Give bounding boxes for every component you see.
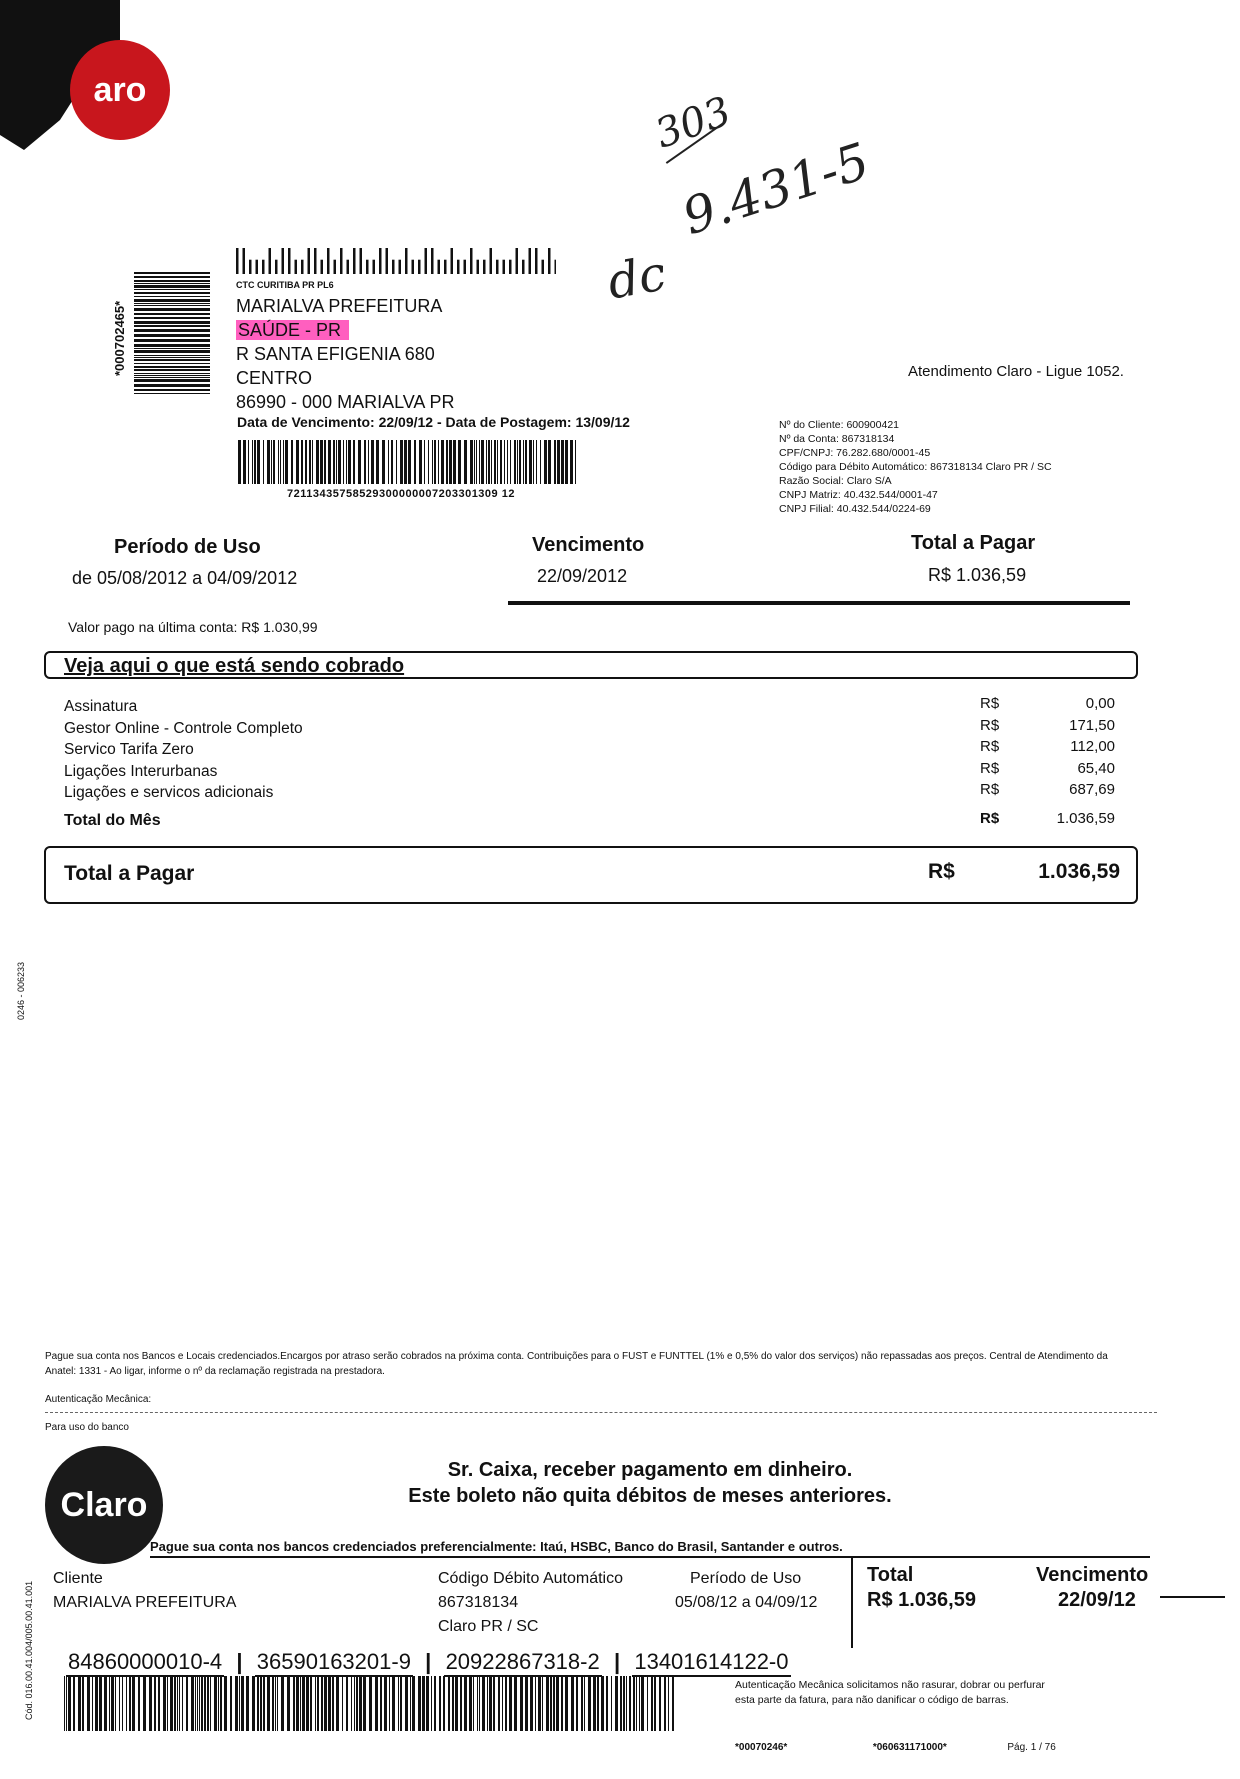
client-info-line: CPF/CNPJ: 76.282.680/0001-45 (779, 447, 931, 459)
charges-title-box (44, 651, 1138, 679)
code-a: *00070246* (735, 1742, 788, 1753)
total-pagar-currency: R$ (928, 860, 955, 883)
mail-barcode-number: 72113435758529300000007203301309 12 (287, 488, 515, 500)
boleto-periodo-value: 05/08/12 a 04/09/12 (675, 1594, 818, 1611)
last-paid: Valor pago na última conta: R$ 1.030,99 (68, 619, 318, 635)
recipient-dept: SAÚDE - PR (236, 320, 349, 340)
client-info-line: CNPJ Matriz: 40.432.544/0001-47 (779, 489, 938, 501)
total-pagar-label: Total a Pagar (64, 862, 195, 885)
due-post-dates: Data de Vencimento: 22/09/12 - Data de Postagem: 13/09/12 (237, 414, 630, 430)
charge-value: 65,40 (1077, 759, 1115, 777)
charge-value: 112,00 (1070, 738, 1115, 755)
total-mes-label: Total do Mês (64, 812, 161, 829)
digit-group: 84860000010-4 (66, 1649, 224, 1677)
total-mes-currency: R$ (980, 810, 1000, 827)
atendimento-text: Atendimento Claro - Ligue 1052. (908, 363, 1124, 380)
route-label: CTC CURITIBA PR PL6 (236, 280, 334, 290)
periodo-value: de 05/08/2012 a 04/09/2012 (72, 568, 298, 588)
stub-line (1160, 1596, 1225, 1598)
boleto-cliente-value: MARIALVA PREFEITURA (53, 1594, 237, 1611)
currency-label: R$ (980, 695, 1000, 712)
currency-label: R$ (980, 738, 1000, 755)
charge-label: Ligações Interurbanas (64, 762, 218, 780)
boleto-total-label: Total (867, 1564, 914, 1586)
charge-label: Servico Tarifa Zero (64, 741, 194, 758)
digit-group: 20922867318-2 (444, 1649, 602, 1677)
charge-label: Ligações e servicos adicionais (64, 784, 274, 801)
postal-barcode (236, 248, 556, 274)
claro-logo-bottom (45, 1446, 163, 1564)
total-pagar-value: 1.036,59 (1038, 860, 1120, 883)
digit-group: 13401614122-0 (632, 1649, 790, 1677)
recipient-district: CENTRO (236, 368, 312, 388)
caixa-instructions (330, 1457, 970, 1509)
boleto-periodo-label: Período de Uso (690, 1570, 802, 1587)
summary-rule (508, 601, 1130, 605)
caixa-line-1: Sr. Caixa, receber pagamento em dinheiro. (447, 1459, 853, 1481)
charges-currency (980, 693, 999, 801)
charges-labels (64, 696, 303, 804)
charge-value: 687,69 (1069, 781, 1115, 798)
handwritten-number-2: 9.431-5 (675, 131, 877, 247)
page-indicator: Pág. 1 / 76 (1007, 1742, 1056, 1753)
currency-label: R$ (980, 759, 1000, 777)
boleto-total-value: R$ 1.036,59 (867, 1589, 976, 1611)
digit-group: 36590163201-9 (255, 1649, 413, 1677)
vencimento-value: 22/09/2012 (537, 566, 628, 586)
side-code-2: Cód. 016.00.41.004/005.00.41.001 (24, 1580, 34, 1720)
boleto-divider (851, 1558, 853, 1648)
recipient-name: MARIALVA PREFEITURA (236, 296, 443, 316)
recipient-street: R SANTA EFIGENIA 680 (236, 344, 435, 364)
side-id: *000702465* (112, 300, 127, 376)
periodo-label: Período de Uso (114, 536, 261, 558)
footer-note: Pague sua conta nos Bancos e Locais credenciados.Encargos por atraso serão cobrados na próxima conta. Contribuições para o FUST e FUNTTEL (1% e 0,5% do valor dos serviços) não repassadas aos preços. Central de Atendimento da Anatel: 1331 - Ao ligar, informe o nº da reclamação registrada na prestadora. (45, 1351, 1108, 1377)
para-uso-label: Para uso do banco (45, 1422, 129, 1433)
client-info-line: Nº do Cliente: 600900421 (779, 419, 900, 431)
charge-value: 171,50 (1069, 716, 1115, 734)
client-info-line: Razão Social: Claro S/A (779, 475, 892, 487)
vertical-barcode (134, 272, 210, 394)
total-pagar-box (44, 846, 1138, 904)
charge-label: Assinatura (64, 698, 138, 715)
address-block (236, 294, 454, 414)
mail-barcode (238, 440, 576, 484)
cut-line (45, 1412, 1157, 1413)
boleto-debito-region: Claro PR / SC (438, 1618, 539, 1635)
charges-title: Veja aqui o que está sendo cobrado (64, 655, 405, 677)
mec-line-2: esta parte da fatura, para não danificar o código de barras. (735, 1694, 1009, 1706)
handwritten-number-1: 303 (649, 88, 737, 158)
side-code: 0246 - 006233 (16, 961, 26, 1020)
vencimento-label: Vencimento (532, 534, 645, 556)
charges-values (1005, 693, 1115, 801)
total-value: R$ 1.036,59 (928, 565, 1027, 585)
currency-label: R$ (980, 716, 1000, 734)
bottom-codes (735, 1742, 1056, 1753)
total-label: Total a Pagar (911, 532, 1036, 554)
boleto-cliente-label: Cliente (53, 1570, 103, 1587)
bancos-line: Pague sua conta nos bancos credenciados preferencialmente: Itaú, HSBC, Banco do Brasil, Santander e outros. (150, 1539, 843, 1554)
claro-logo-top (70, 40, 170, 140)
charge-value: 0,00 (1085, 695, 1115, 712)
logo-text: aro (93, 70, 147, 109)
client-info-line: CNPJ Filial: 40.432.544/0224-69 (779, 503, 931, 515)
code-b: *060631171000* (872, 1742, 947, 1753)
total-mes-value: 1.036,59 (1056, 810, 1115, 827)
mec-note (735, 1678, 1045, 1708)
handwritten-initials: dc (603, 245, 671, 311)
currency-label: R$ (980, 781, 1000, 798)
digitable-line: 84860000010-4 | 36590163201-9 | 20922867318-2 | 13401614122-0 (66, 1649, 791, 1677)
autenticacao-label: Autenticação Mecânica: (45, 1394, 152, 1405)
boleto-debito-value: 867318134 (438, 1594, 519, 1611)
boleto-venc-value: 22/09/12 (1058, 1589, 1136, 1611)
mec-line-1: Autenticação Mecânica solicitamos não rasurar, dobrar ou perfurar (735, 1679, 1045, 1691)
client-info-line: Nº da Conta: 867318134 (779, 433, 895, 445)
client-info-line: Código para Débito Automático: 867318134 Claro PR / SC (779, 461, 1052, 473)
recipient-cep-city: 86990 - 000 MARIALVA PR (236, 392, 455, 412)
boleto-debito-label: Código Débito Automático (438, 1570, 623, 1587)
bancos-rule (150, 1556, 1150, 1558)
charge-label: Gestor Online - Controle Completo (64, 719, 303, 737)
logo-text: Claro (60, 1485, 148, 1524)
boleto-barcode (64, 1676, 674, 1731)
caixa-line-2: Este boleto não quita débitos de meses anteriores. (408, 1485, 892, 1507)
boleto-venc-label: Vencimento (1036, 1564, 1149, 1586)
client-info (779, 418, 1052, 516)
